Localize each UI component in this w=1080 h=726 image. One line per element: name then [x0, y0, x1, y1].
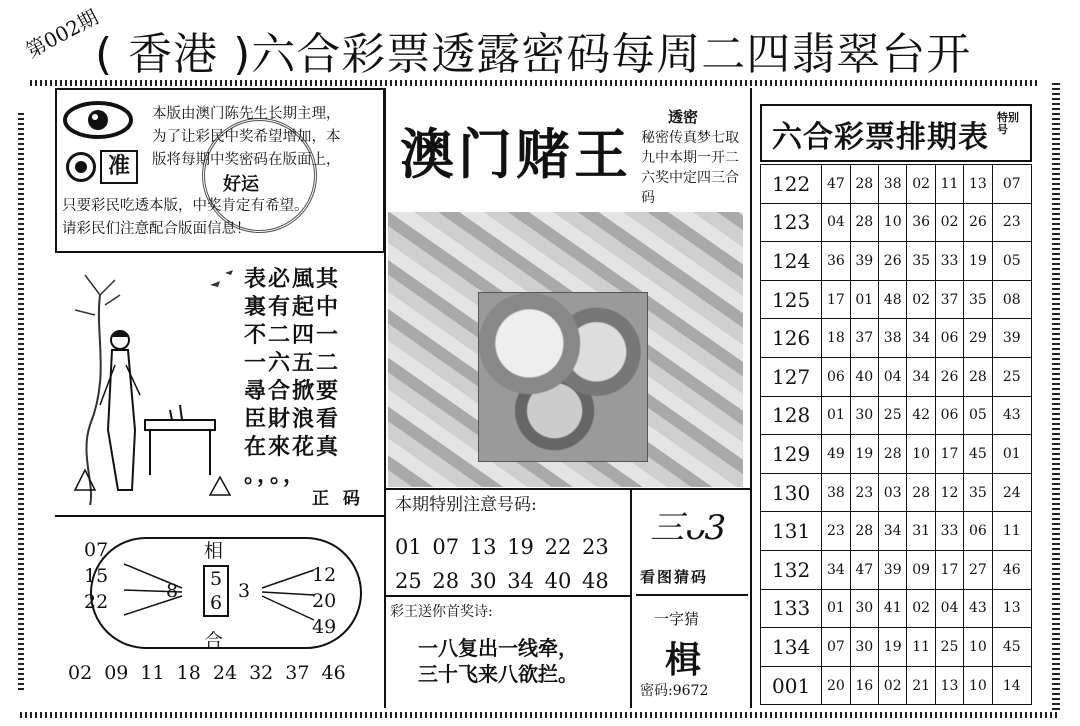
number-cell: 45 [964, 435, 992, 474]
period-cell: 124 [761, 242, 822, 281]
column-divider-2 [630, 488, 632, 708]
decorative-border-top [30, 80, 1040, 86]
period-cell: 134 [761, 628, 822, 667]
period-cell: 128 [761, 396, 822, 435]
column-divider-3 [750, 88, 752, 708]
table-row [761, 435, 1032, 474]
number-cell: 04 [879, 357, 907, 396]
special-number-cell: 23 [992, 203, 1031, 242]
special-number-cell: 43 [992, 396, 1031, 435]
number-cell: 47 [822, 165, 850, 204]
poem-row: 尋合掀要 [244, 379, 341, 404]
special-number-cell: 01 [992, 435, 1031, 474]
number-cell: 01 [822, 396, 850, 435]
number-cell: 33 [935, 512, 963, 551]
number-cell: 47 [850, 550, 878, 589]
number-cell: 30 [850, 396, 878, 435]
guess-divider [636, 594, 748, 596]
notice-line: 版将每期中奖密码在版面上， [152, 152, 341, 168]
period-cell: 123 [761, 203, 822, 242]
number-cell: 34 [822, 550, 850, 589]
special-number-cell: 46 [992, 550, 1031, 589]
number-cell: 27 [964, 550, 992, 589]
number-cell: 37 [935, 280, 963, 319]
table-row [761, 550, 1032, 589]
oval-left-numbers [84, 537, 108, 615]
number-cell: 36 [822, 242, 850, 281]
mima-code: 密码:9672 [640, 683, 709, 699]
guess-title: 看图猜码 [640, 568, 709, 586]
number-cell: 06 [964, 512, 992, 551]
table-row [761, 242, 1032, 281]
number-cell: 11 [907, 628, 935, 667]
number-cell: 23 [850, 473, 878, 512]
number-cell: 31 [907, 512, 935, 551]
main-title: 澳门赌王 [400, 123, 632, 186]
oval-number: 22 [84, 591, 109, 613]
oval-left-center: 8 [166, 580, 179, 602]
number-cell: 38 [879, 165, 907, 204]
bottom-numbers: 02 09 11 18 24 32 37 46 [68, 662, 346, 684]
number-cell: 35 [964, 280, 992, 319]
number-cell: 04 [822, 203, 850, 242]
number-cell: 28 [850, 203, 878, 242]
number-cell: 12 [935, 473, 963, 512]
table-row [761, 357, 1032, 396]
notice-line: 请彩民们注意配合版面信息！ [62, 221, 251, 237]
number-cell: 48 [879, 280, 907, 319]
number-cell: 10 [964, 628, 992, 667]
special-number-cell: 05 [992, 242, 1031, 281]
zhun-badge: 准 [100, 150, 138, 184]
award-poem-label: 彩王送你首奖诗: [390, 604, 493, 620]
table-row [761, 473, 1032, 512]
issue-number: 第002期 [21, 4, 103, 63]
number-cell: 18 [822, 319, 850, 358]
award-poem-line: 一八复出一线牵， [418, 636, 578, 660]
decorative-border-left [18, 110, 24, 690]
special-numbers [395, 530, 630, 598]
oval-middle-box [203, 565, 229, 617]
number-cell: 28 [850, 512, 878, 551]
notice-line: 本版由澳门陈先生长期主理， [152, 106, 341, 122]
oval-right-numbers [312, 562, 336, 640]
number-cell: 39 [879, 550, 907, 589]
number-cell: 37 [850, 319, 878, 358]
table-row [761, 203, 1032, 242]
period-cell: 131 [761, 512, 822, 551]
special-number-cell: 45 [992, 628, 1031, 667]
lady-illustration [60, 255, 240, 515]
special-numbers-label: 本期特别注意号码: [395, 495, 537, 515]
number-cell: 10 [964, 666, 992, 705]
number-cell: 11 [935, 165, 963, 204]
table-row [761, 165, 1032, 204]
secret-label: 透密 [668, 108, 699, 126]
period-cell: 001 [761, 666, 822, 705]
number-cell: 43 [964, 589, 992, 628]
number-cell: 30 [850, 589, 878, 628]
oval-right-center: 3 [238, 580, 251, 602]
number-cell: 34 [907, 357, 935, 396]
oval-number: 07 [84, 539, 109, 561]
poem-row: 不二四一 [244, 323, 341, 348]
portraits-image [478, 292, 648, 462]
oval-top-label: 相 [204, 540, 224, 562]
number-cell: 29 [964, 319, 992, 358]
secret-text: 秘密传真梦七取九中本期一开二六奖中定四三合码 [641, 130, 739, 206]
yizi-label: 一字猜 [654, 610, 700, 628]
number-cell: 28 [907, 473, 935, 512]
period-cell: 122 [761, 165, 822, 204]
number-cell: 13 [964, 165, 992, 204]
poem-row: 在來花真 [244, 435, 341, 460]
headline: ( 香港 )六合彩票透露密码每周二四翡翠台开 [95, 29, 972, 80]
oval-box-number: 5 [209, 568, 223, 590]
oval-box-number: 6 [209, 592, 223, 614]
number-cell: 21 [907, 666, 935, 705]
special-number-cell: 14 [992, 666, 1031, 705]
number-cell: 35 [907, 242, 935, 281]
number-cell: 28 [879, 435, 907, 474]
row-divider-left [55, 515, 384, 517]
yizi-character: 楫 [665, 640, 702, 681]
number-cell: 35 [964, 473, 992, 512]
special-number-cell: 08 [992, 280, 1031, 319]
number-cell: 02 [907, 165, 935, 204]
poem-row: 臣財浪看 [244, 407, 341, 432]
number-cell: 03 [879, 473, 907, 512]
number-cell: 36 [907, 203, 935, 242]
table-row [761, 628, 1032, 667]
number-cell: 26 [964, 203, 992, 242]
number-cell: 02 [907, 280, 935, 319]
number-cell: 06 [822, 357, 850, 396]
number-cell: 19 [879, 628, 907, 667]
number-cell: 10 [879, 203, 907, 242]
number-cell: 25 [879, 396, 907, 435]
schedule-table-title: 六合彩票排期表 [772, 120, 989, 155]
number-cell: 09 [907, 550, 935, 589]
poem-row: 表必風其 [244, 267, 341, 292]
number-cell: 06 [935, 319, 963, 358]
period-cell: 132 [761, 550, 822, 589]
number-cell: 26 [935, 357, 963, 396]
number-cell: 26 [879, 242, 907, 281]
number-cell: 04 [935, 589, 963, 628]
number-cell: 01 [850, 280, 878, 319]
guess-signature: 三ᴗ3 [650, 508, 727, 548]
number-cell: 41 [879, 589, 907, 628]
number-cell: 02 [935, 203, 963, 242]
special-number-cell: 25 [992, 357, 1031, 396]
special-number-cell: 11 [992, 512, 1031, 551]
number-cell: 34 [907, 319, 935, 358]
number-cell: 23 [822, 512, 850, 551]
decorative-border-right [1052, 80, 1060, 710]
decorative-border-bottom [20, 712, 1060, 718]
special-numbers-row: 25 28 30 34 40 48 [395, 569, 609, 593]
number-cell: 13 [935, 666, 963, 705]
number-cell: 49 [822, 435, 850, 474]
number-cell: 17 [935, 550, 963, 589]
number-cell: 02 [907, 589, 935, 628]
number-cell: 34 [879, 512, 907, 551]
zhengma-label: 正 码 [312, 489, 364, 509]
poem-row: 。，。， [244, 463, 308, 488]
number-cell: 07 [822, 628, 850, 667]
oval-bottom-label: 合 [204, 630, 224, 652]
poem-row: 一六五二 [244, 351, 341, 376]
number-cell: 39 [850, 242, 878, 281]
number-cell: 10 [907, 435, 935, 474]
eye-icon [62, 100, 134, 140]
number-cell: 19 [850, 435, 878, 474]
notice-text-right [152, 103, 392, 172]
number-cell: 30 [850, 628, 878, 667]
schedule-table [760, 164, 1032, 705]
award-poem [418, 635, 578, 687]
number-cell: 05 [964, 396, 992, 435]
period-cell: 133 [761, 589, 822, 628]
target-icon [66, 152, 96, 182]
number-cell: 19 [964, 242, 992, 281]
period-cell: 129 [761, 435, 822, 474]
number-cell: 28 [850, 165, 878, 204]
period-cell: 125 [761, 280, 822, 319]
period-cell: 126 [761, 319, 822, 358]
schedule-table-subtitle: 特别号 [997, 111, 1019, 136]
table-row [761, 666, 1032, 705]
number-cell: 25 [935, 628, 963, 667]
number-cell: 20 [822, 666, 850, 705]
oval-number: 15 [84, 565, 109, 587]
table-row [761, 396, 1032, 435]
notice-text-full [62, 195, 382, 241]
number-cell: 42 [907, 396, 935, 435]
oval-number: 12 [312, 564, 337, 586]
number-cell: 17 [822, 280, 850, 319]
number-cell: 17 [935, 435, 963, 474]
oval-number: 49 [312, 616, 337, 638]
special-number-cell: 13 [992, 589, 1031, 628]
notice-line: 只要彩民吃透本版，中奖肯定有希望。 [62, 198, 309, 214]
number-cell: 38 [879, 319, 907, 358]
poem-row: 裏有起中 [244, 295, 341, 320]
table-row [761, 280, 1032, 319]
table-row [761, 319, 1032, 358]
number-cell: 38 [822, 473, 850, 512]
vertical-poem [244, 266, 340, 490]
table-row [761, 589, 1032, 628]
special-number-cell: 39 [992, 319, 1031, 358]
award-poem-line: 三十飞来八欲拦。 [418, 662, 578, 686]
number-cell: 02 [879, 666, 907, 705]
number-cell: 06 [935, 396, 963, 435]
number-cell: 16 [850, 666, 878, 705]
special-number-cell: 07 [992, 165, 1031, 204]
number-cell: 40 [850, 357, 878, 396]
notice-line: 为了让彩民中奖希望增加，本 [152, 129, 341, 145]
number-cell: 01 [822, 589, 850, 628]
number-cell: 33 [935, 242, 963, 281]
number-cell: 28 [964, 357, 992, 396]
oval-number: 20 [312, 590, 337, 612]
special-number-cell: 24 [992, 473, 1031, 512]
special-numbers-row: 01 07 13 19 22 23 [395, 535, 609, 559]
period-cell: 130 [761, 473, 822, 512]
table-row [761, 512, 1032, 551]
period-cell: 127 [761, 357, 822, 396]
seal-stamp-text: 好运 [223, 174, 259, 195]
